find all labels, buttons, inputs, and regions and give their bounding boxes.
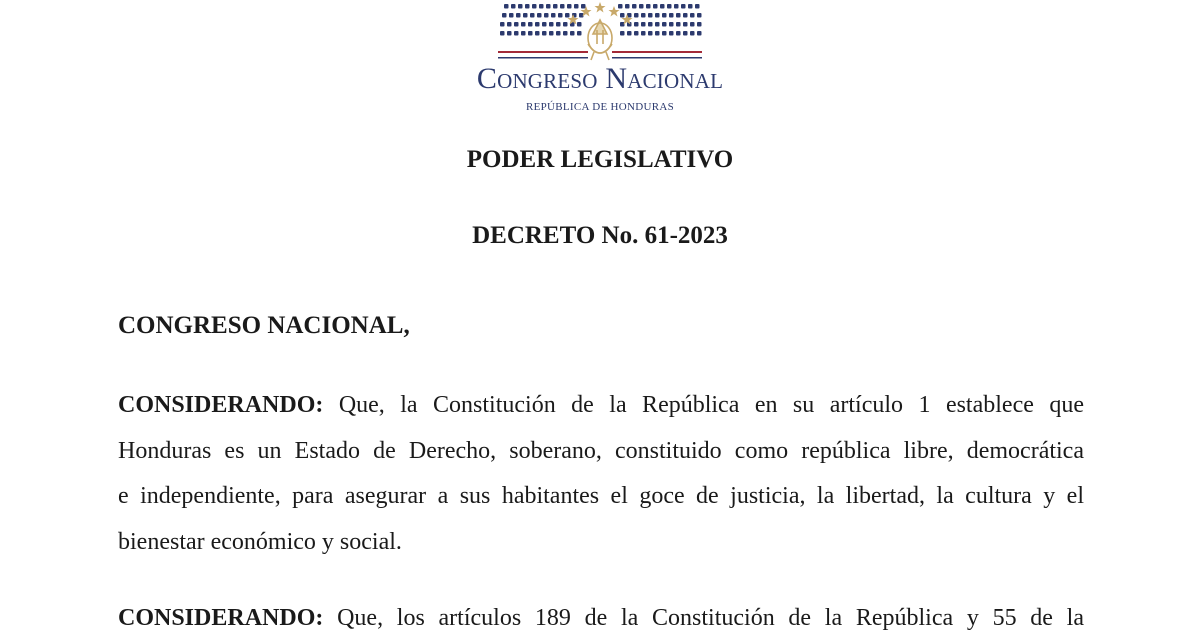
org-name-initial-1: C xyxy=(476,62,498,95)
congress-seal-icon xyxy=(470,0,730,66)
document-heading: PODER LEGISLATIVO xyxy=(466,146,734,173)
considerando-paragraph xyxy=(118,596,1084,630)
paragraph-line xyxy=(118,596,1084,630)
paragraph-label: CONSIDERANDO: xyxy=(118,605,324,630)
considerando-paragraph xyxy=(118,383,1084,565)
org-subtitle: REPÚBLICA DE HONDURAS xyxy=(525,101,675,113)
paragraph-line: e independiente, para asegurar a sus habitantes el goce de justicia, la libertad, la cultura y el xyxy=(118,483,1084,509)
org-name-word-1: ongreso xyxy=(497,62,598,95)
decree-number: DECRETO No. 61-2023 xyxy=(472,222,728,249)
paragraph-line: bienestar económico y social. xyxy=(118,528,402,555)
paragraph-text: Que, la Constitución de la República en su artículo 1 establece que xyxy=(323,392,1084,418)
addressee: CONGRESO NACIONAL, xyxy=(118,312,410,339)
paragraph-line xyxy=(118,383,1084,429)
org-name xyxy=(470,62,730,96)
paragraph-text: Que, los artículos 189 de la Constitución de la República y 55 de la xyxy=(323,605,1084,630)
congress-logo xyxy=(470,0,730,120)
org-name-word-2: acional xyxy=(627,62,724,95)
org-name-initial-2: N xyxy=(605,62,628,95)
paragraph-line: Honduras es un Estado de Derecho, soberano, constituido como república libre, democrática xyxy=(118,437,1084,464)
paragraph-label: CONSIDERANDO: xyxy=(118,392,324,418)
